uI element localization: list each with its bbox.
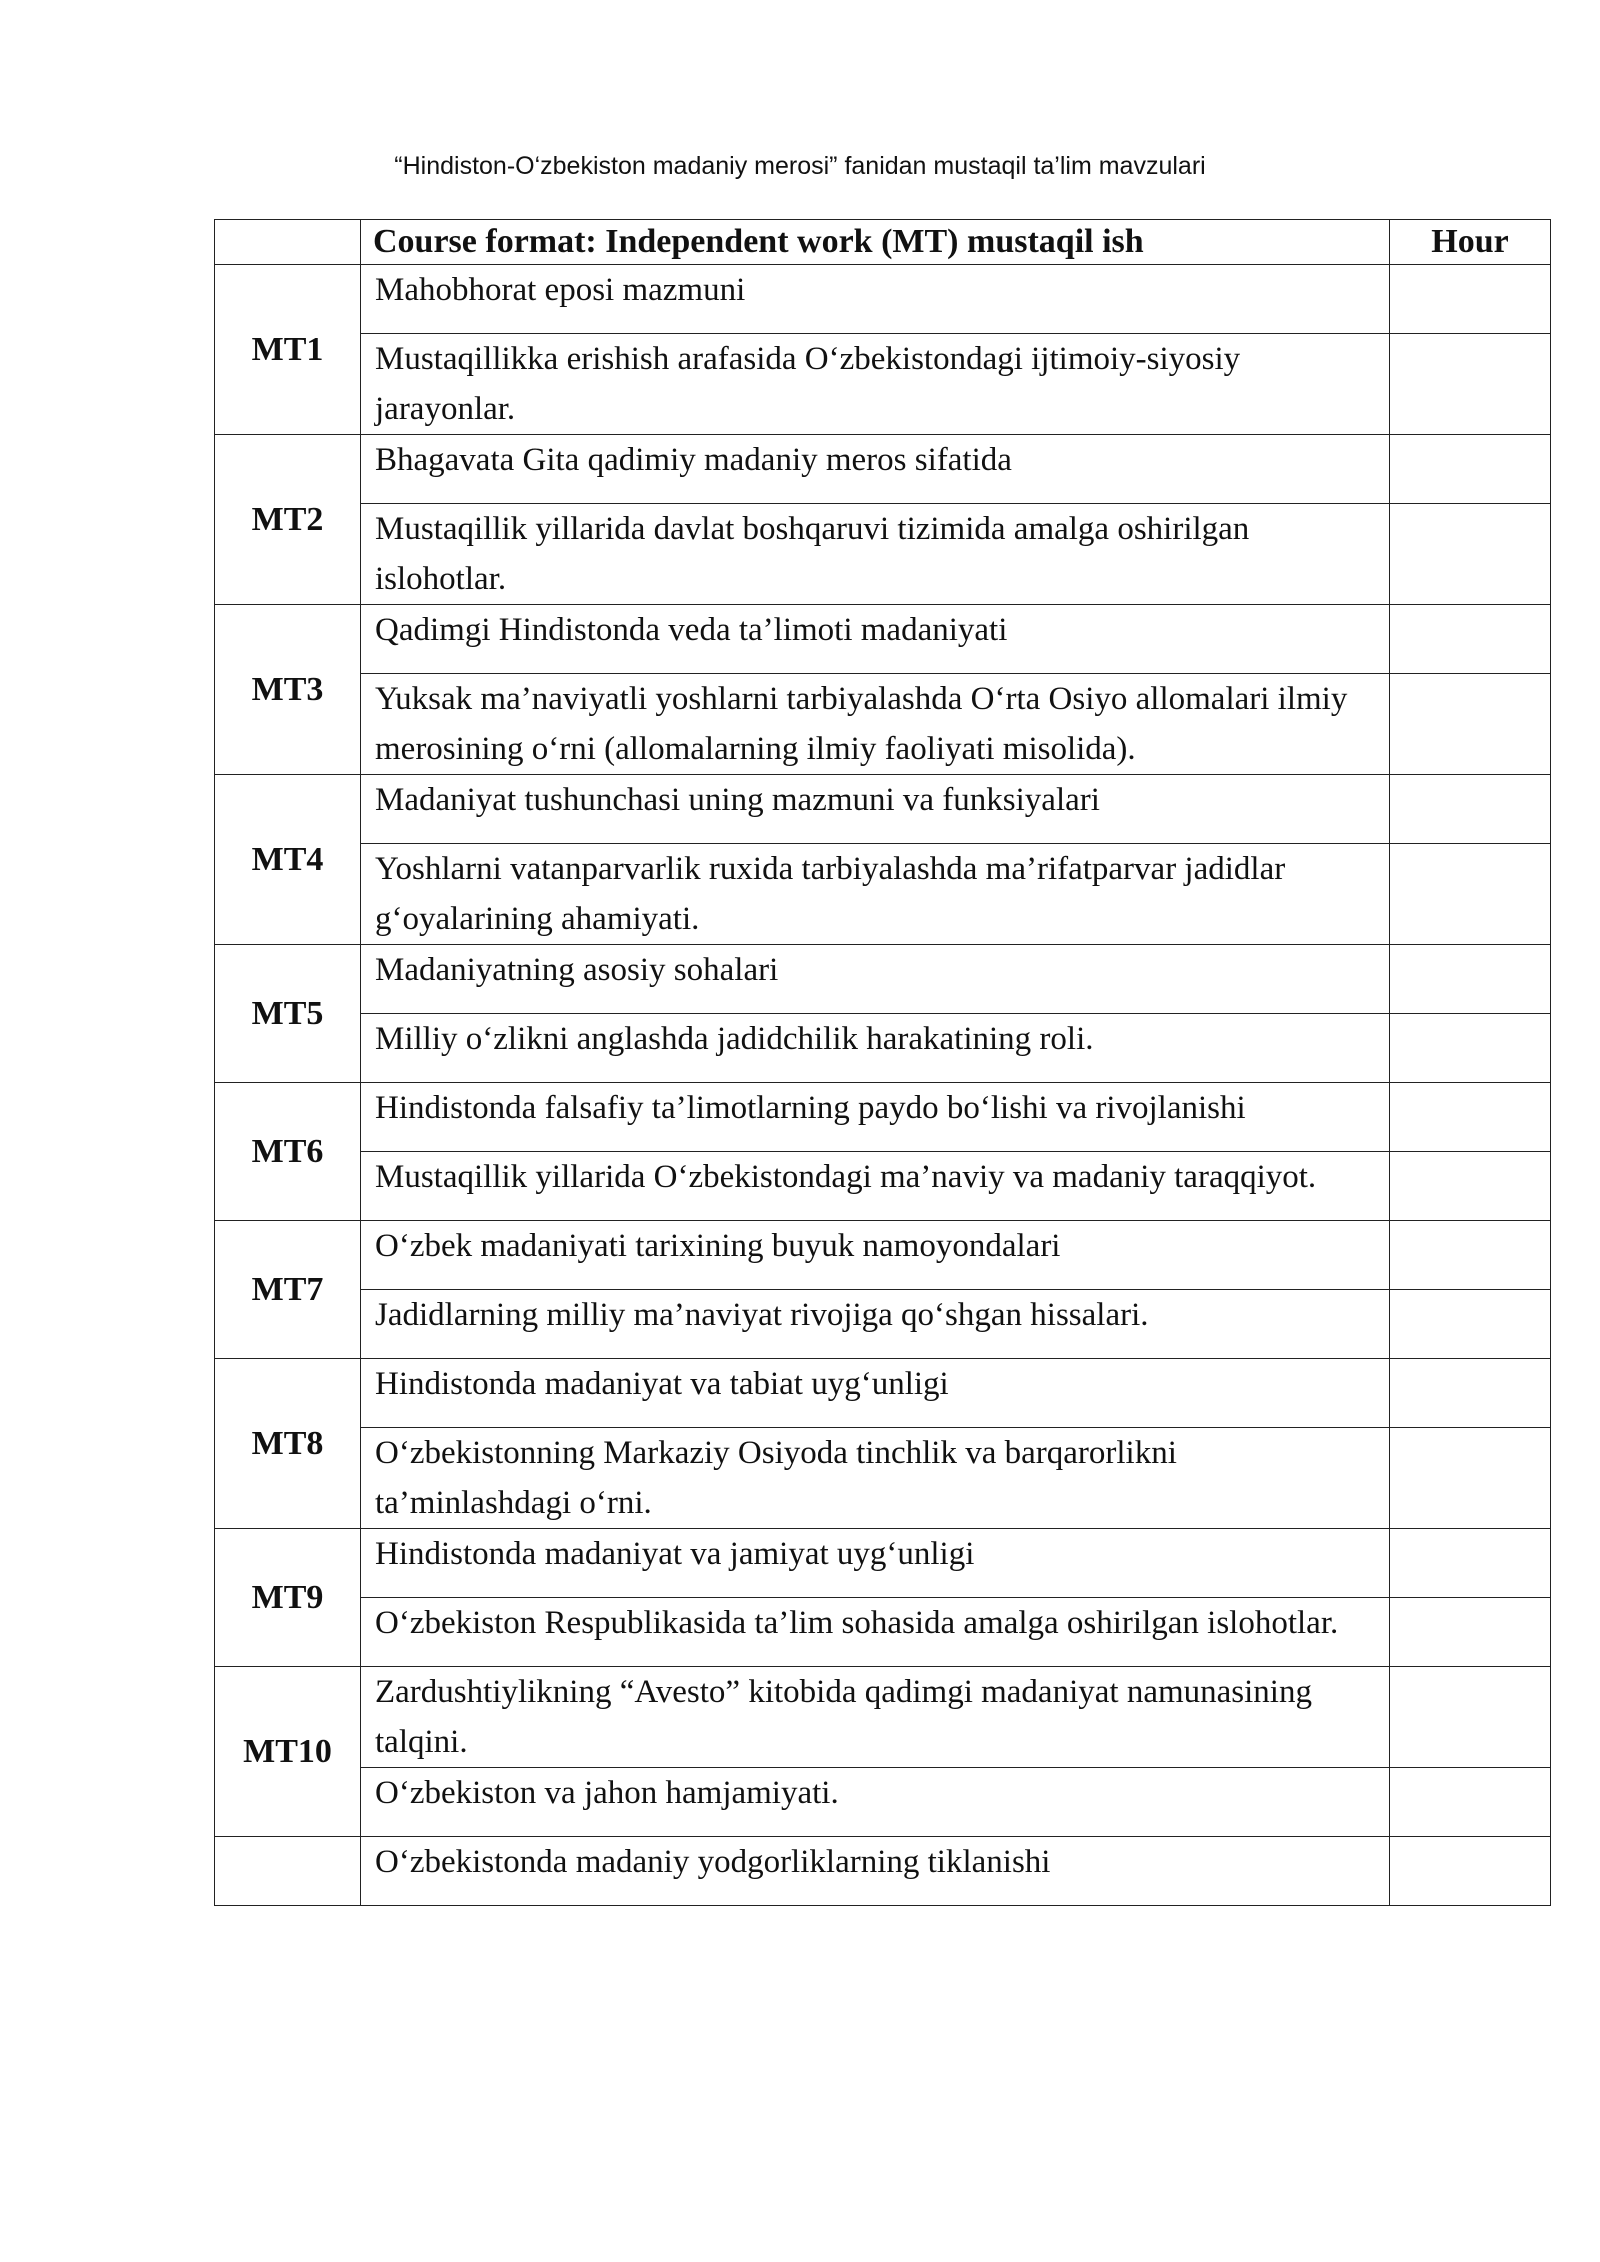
table-row — [215, 674, 1551, 775]
hour-cell — [1390, 605, 1551, 674]
table-header-row — [215, 220, 1551, 265]
table-row — [215, 1598, 1551, 1667]
hour-cell — [1390, 1529, 1551, 1598]
topic-text: Mustaqillik yillarida davlat boshqaruvi tizimida amalga oshirilgan islohotlar. — [361, 504, 1390, 605]
topic-text: Hindistonda madaniyat va tabiat uyg‘unligi — [361, 1359, 1390, 1428]
topic-text: O‘zbekistonda madaniy yodgorliklarning tiklanishi — [361, 1837, 1390, 1906]
hour-cell — [1390, 1359, 1551, 1428]
table-row — [215, 1428, 1551, 1529]
topic-code: MT1 — [215, 265, 361, 435]
topic-code: MT9 — [215, 1529, 361, 1667]
topic-text: Madaniyat tushunchasi uning mazmuni va funksiyalari — [361, 775, 1390, 844]
topic-text: Qadimgi Hindistonda veda ta’limoti madaniyati — [361, 605, 1390, 674]
topic-text: Jadidlarning milliy ma’naviyat rivojiga qo‘shgan hissalari. — [361, 1290, 1390, 1359]
topic-text: Madaniyatning asosiy sohalari — [361, 945, 1390, 1014]
document-title: “Hindiston-O‘zbekiston madaniy merosi” fanidan mustaqil ta’lim mavzulari — [394, 152, 1206, 180]
topic-text: O‘zbekiston va jahon hamjamiyati. — [361, 1768, 1390, 1837]
hour-cell — [1390, 1768, 1551, 1837]
topic-text: O‘zbek madaniyati tarixining buyuk namoyondalari — [361, 1221, 1390, 1290]
topic-text: Yuksak ma’naviyatli yoshlarni tarbiyalashda O‘rta Osiyo allomalari ilmiy merosining o‘rni (allomalarning ilmiy faoliyati misolida). — [361, 674, 1390, 775]
topic-text: Mustaqillikka erishish arafasida O‘zbekistondagi ijtimoiy-siyosiy jarayonlar. — [361, 334, 1390, 435]
hour-cell — [1390, 1014, 1551, 1083]
table-row — [215, 1837, 1551, 1906]
topic-code: MT8 — [215, 1359, 361, 1529]
topic-text: Bhagavata Gita qadimiy madaniy meros sifatida — [361, 435, 1390, 504]
topic-text: Mustaqillik yillarida O‘zbekistondagi ma’naviy va madaniy taraqqiyot. — [361, 1152, 1390, 1221]
topic-text: O‘zbekistonning Markaziy Osiyoda tinchlik va barqarorlikni ta’minlashdagi o‘rni. — [361, 1428, 1390, 1529]
hour-cell — [1390, 1221, 1551, 1290]
table-row — [215, 1667, 1551, 1768]
topic-text: O‘zbekiston Respublikasida ta’lim sohasida amalga oshirilgan islohotlar. — [361, 1598, 1390, 1667]
table-row — [215, 1152, 1551, 1221]
header-course-format: Course format: Independent work (MT) mustaqil ish — [361, 220, 1390, 265]
table-row — [215, 605, 1551, 674]
table-row — [215, 945, 1551, 1014]
hour-cell — [1390, 1152, 1551, 1221]
topic-code: MT3 — [215, 605, 361, 775]
topic-code: MT6 — [215, 1083, 361, 1221]
topic-text: Hindistonda falsafiy ta’limotlarning paydo bo‘lishi va rivojlanishi — [361, 1083, 1390, 1152]
topic-text: Milliy o‘zlikni anglashda jadidchilik harakatining roli. — [361, 1014, 1390, 1083]
hour-cell — [1390, 1837, 1551, 1906]
topic-text: Hindistonda madaniyat va jamiyat uyg‘unligi — [361, 1529, 1390, 1598]
table-row — [215, 1083, 1551, 1152]
hour-cell — [1390, 844, 1551, 945]
topics-table — [214, 219, 1551, 1906]
hour-cell — [1390, 1083, 1551, 1152]
table-row — [215, 844, 1551, 945]
topic-text: Yoshlarni vatanparvarlik ruxida tarbiyalashda ma’rifatparvar jadidlar g‘oyalarining ahamiyati. — [361, 844, 1390, 945]
topic-code: MT10 — [215, 1667, 361, 1837]
hour-cell — [1390, 945, 1551, 1014]
table-row — [215, 775, 1551, 844]
hour-cell — [1390, 334, 1551, 435]
table-row — [215, 504, 1551, 605]
hour-cell — [1390, 1428, 1551, 1529]
header-hour: Hour — [1390, 220, 1551, 265]
topic-code: MT4 — [215, 775, 361, 945]
topic-code: MT5 — [215, 945, 361, 1083]
header-cell-blank — [215, 220, 361, 265]
hour-cell — [1390, 1667, 1551, 1768]
topic-code: MT7 — [215, 1221, 361, 1359]
table-row — [215, 435, 1551, 504]
table-row — [215, 1529, 1551, 1598]
topic-text: Mahobhorat eposi mazmuni — [361, 265, 1390, 334]
table-row — [215, 1290, 1551, 1359]
hour-cell — [1390, 1290, 1551, 1359]
table-row — [215, 334, 1551, 435]
hour-cell — [1390, 435, 1551, 504]
hour-cell — [1390, 775, 1551, 844]
hour-cell — [1390, 1598, 1551, 1667]
topic-text: Zardushtiylikning “Avesto” kitobida qadimgi madaniyat namunasining talqini. — [361, 1667, 1390, 1768]
table-body — [215, 265, 1551, 1906]
topic-code — [215, 1837, 361, 1906]
table-row — [215, 1221, 1551, 1290]
table-row — [215, 265, 1551, 334]
table-row — [215, 1359, 1551, 1428]
topic-code: MT2 — [215, 435, 361, 605]
table-row — [215, 1014, 1551, 1083]
hour-cell — [1390, 504, 1551, 605]
table-row — [215, 1768, 1551, 1837]
hour-cell — [1390, 265, 1551, 334]
hour-cell — [1390, 674, 1551, 775]
